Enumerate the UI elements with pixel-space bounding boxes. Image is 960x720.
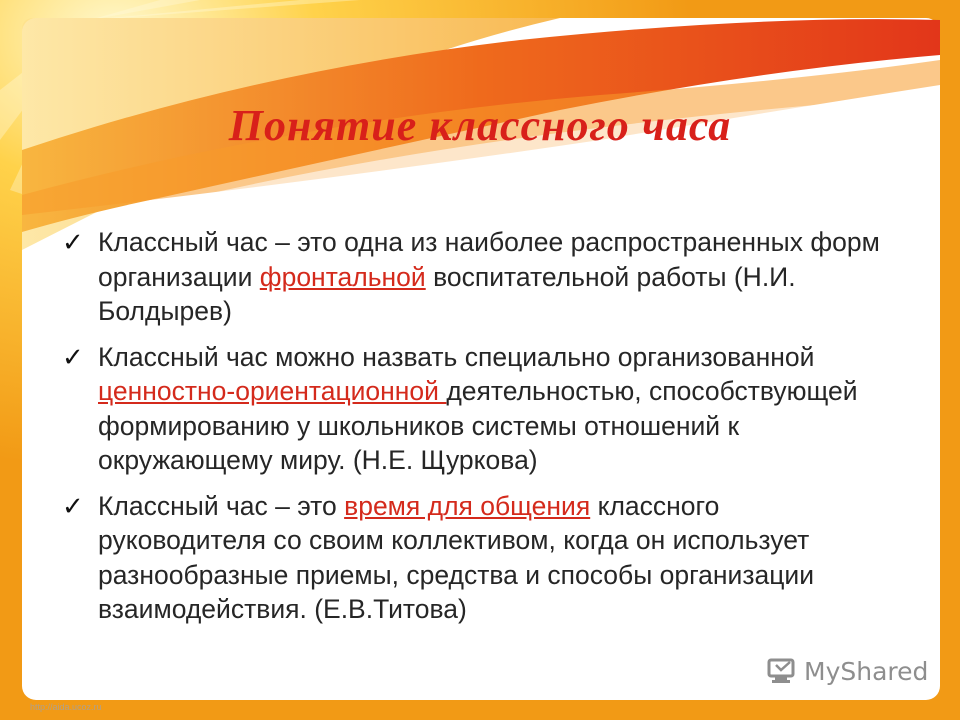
bullet-text-part: классного руководителя со своим коллективом, когда он использует разнообразные приемы, средства и способы организации взаимодействия. (Е.В.Титова) (98, 490, 815, 624)
source-url: http://aida.ucoz.ru (30, 702, 102, 712)
myshared-logo-icon (766, 656, 800, 686)
bullet-text-part: Классный час – это одна из наиболее распространенных форм организации (98, 227, 880, 292)
bullet-item (62, 225, 892, 329)
highlight-link[interactable]: время для общения (344, 490, 591, 521)
check-icon: ✓ (62, 341, 84, 372)
watermark-brand: MyShared (804, 656, 929, 686)
bullet-item (62, 340, 892, 478)
bullet-text-part: деятельностью, способствующей формированию у школьников системы отношений к окружающему миру. (Н.Е. Щуркова) (98, 376, 858, 475)
bullet-text-part: воспитательной работы (Н.И. Болдырев) (98, 261, 796, 326)
highlight-link[interactable]: фронтальной (259, 261, 426, 292)
check-icon: ✓ (62, 490, 84, 521)
bullet-text (98, 225, 892, 329)
highlight-link[interactable]: ценностно-ориентационной (98, 376, 447, 406)
bullet-text-part: Классный час – это (98, 490, 345, 521)
bullet-text (98, 340, 892, 478)
check-icon: ✓ (62, 227, 84, 257)
bullet-text (98, 489, 892, 627)
bullet-list (62, 225, 892, 638)
bullet-text-part: Классный час можно назвать специально организованной (98, 341, 815, 372)
myshared-watermark[interactable] (766, 656, 928, 686)
slide-title: Понятие классного часа (228, 101, 732, 150)
bullet-item (62, 489, 892, 627)
